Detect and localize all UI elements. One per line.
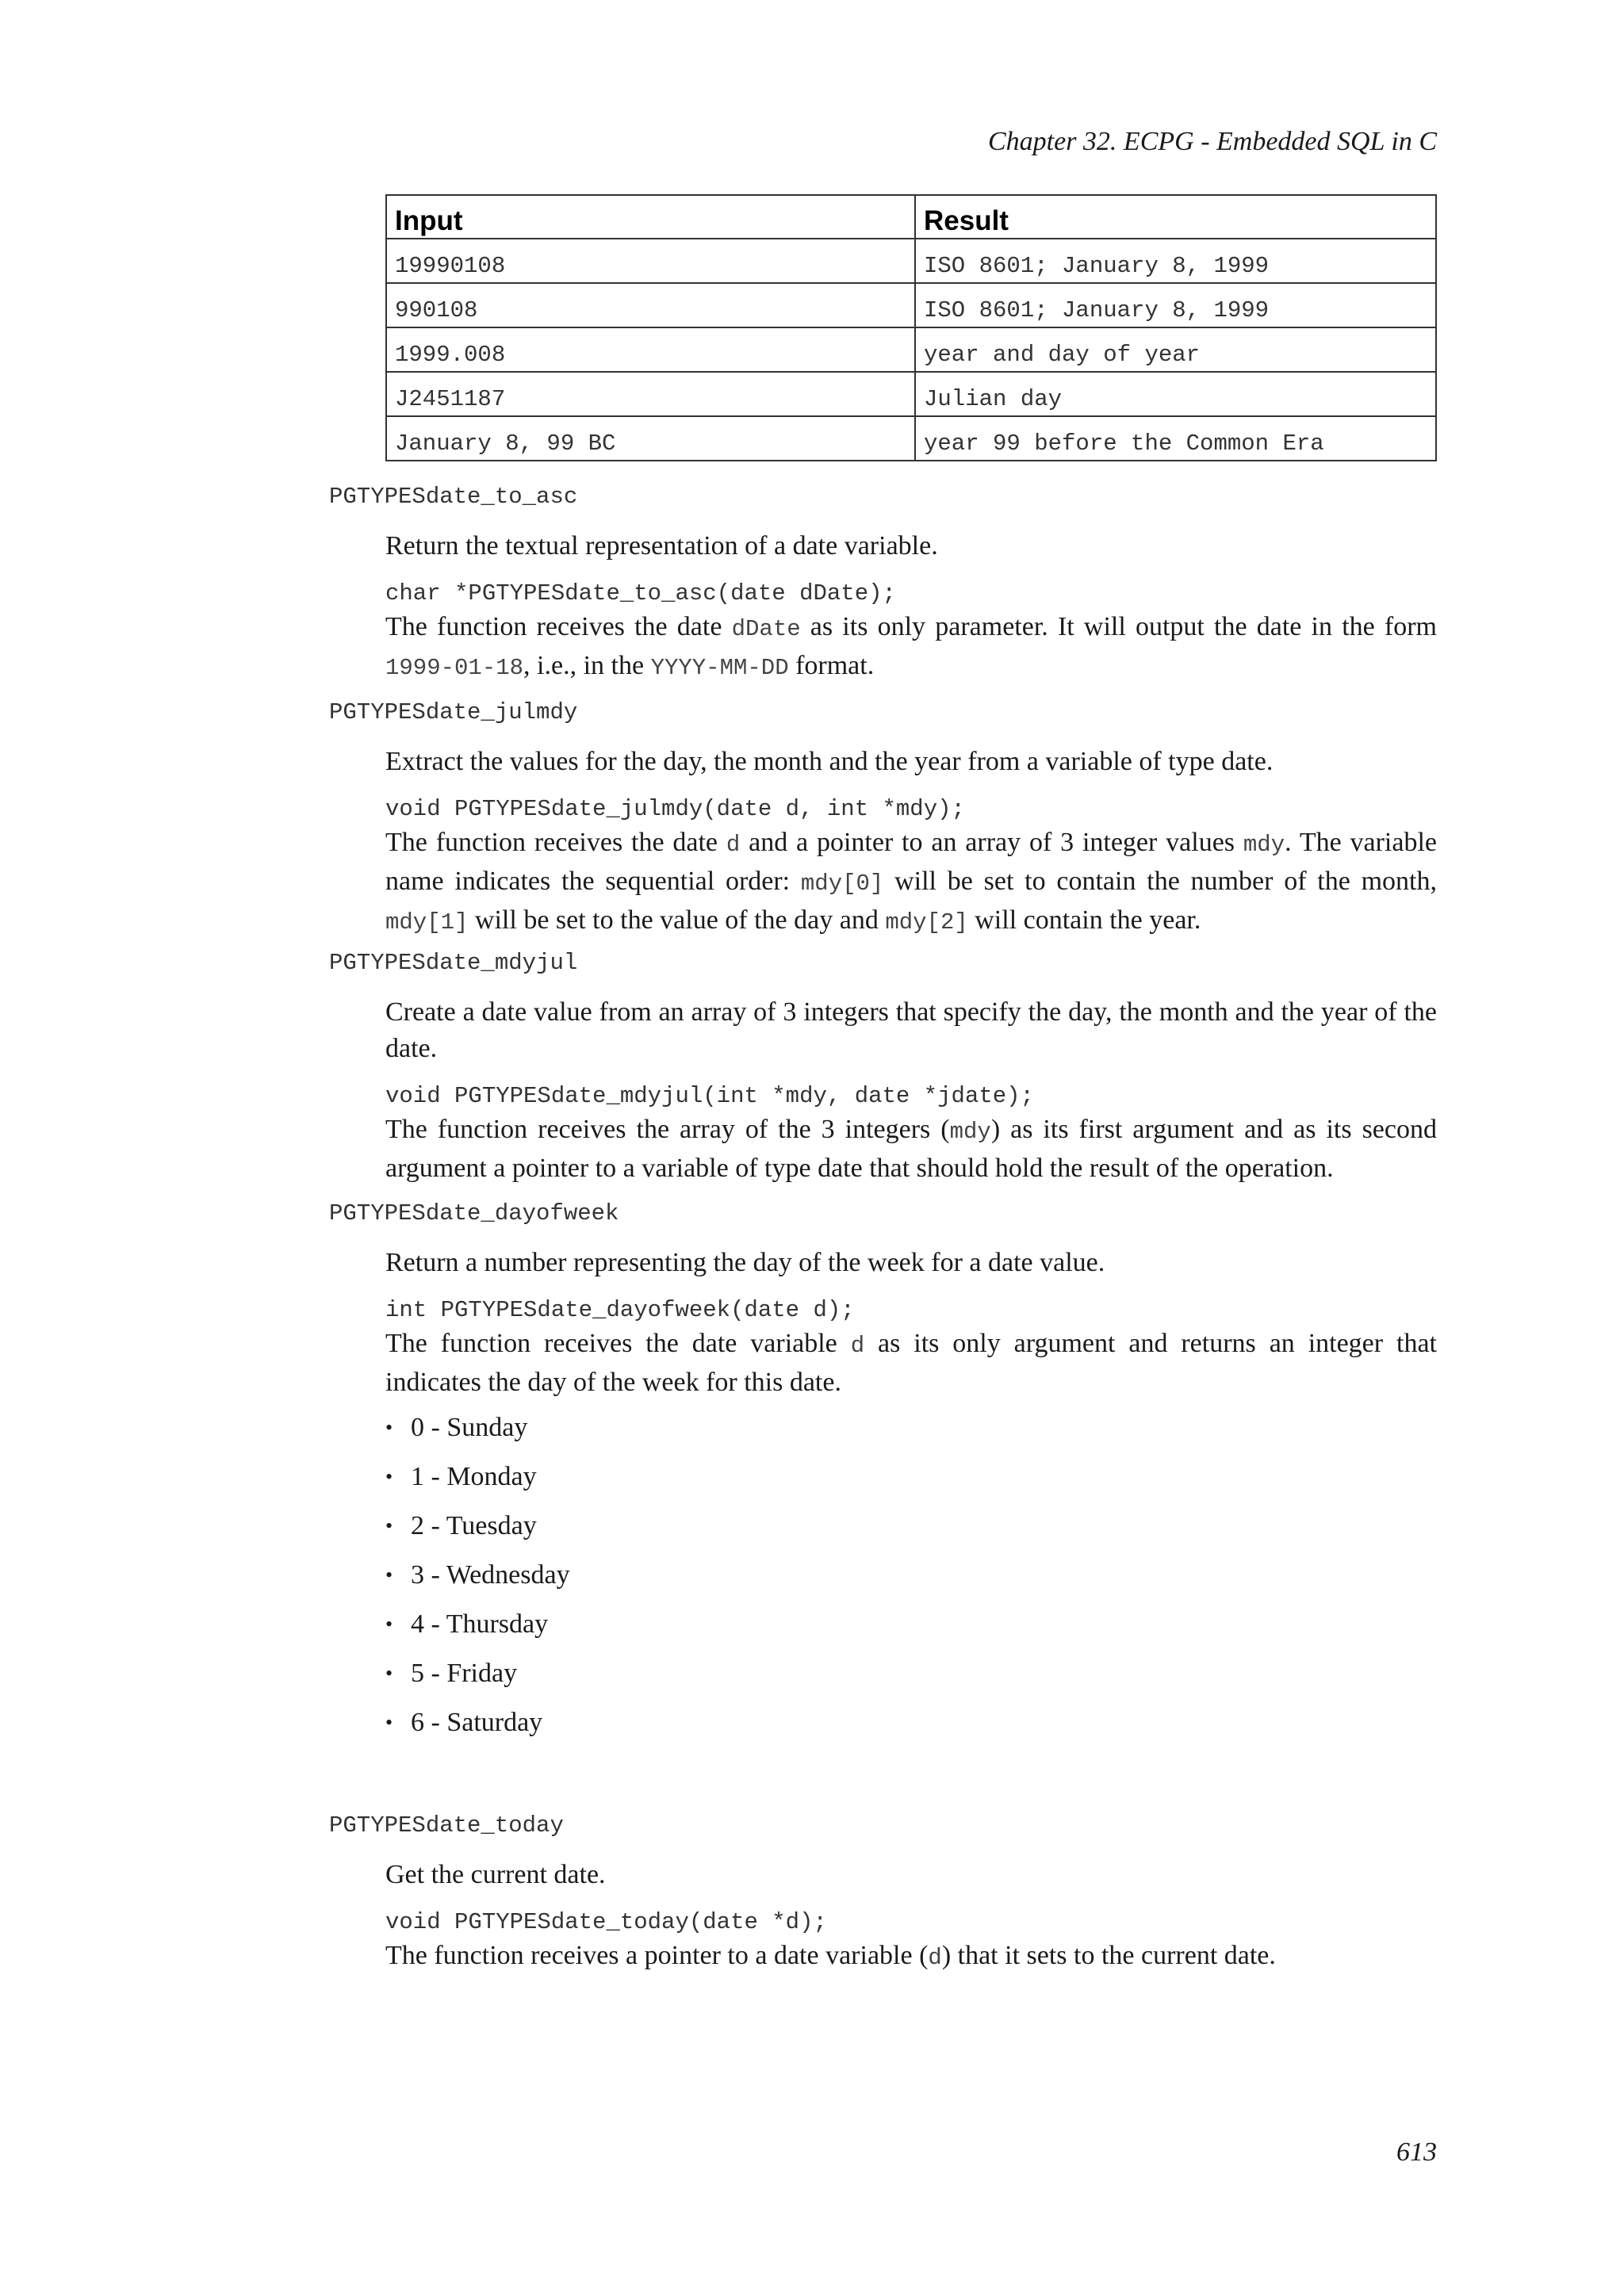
function-signature-to-asc: char *PGTYPESdate_to_asc(date dDate); <box>385 580 896 607</box>
table-cell-result: ISO 8601; January 8, 1999 <box>915 239 1436 283</box>
function-summary-mdyjul: Create a date value from an array of 3 integers that specify the day, the month and the year of the date. <box>385 997 1437 1063</box>
list-item: • 6 - Saturday <box>385 1705 570 1754</box>
function-description-to-asc: The function receives the date dDate as its only parameter. It will output the date in the form 1999-01-18, i.e., in the YYYY-MM-DD format. <box>385 612 1437 681</box>
function-term-julmdy: PGTYPESdate_julmdy <box>329 699 578 725</box>
bullet-icon: • <box>385 1465 393 1488</box>
function-signature-julmdy: void PGTYPESdate_julmdy(date d, int *mdy); <box>385 796 965 822</box>
bullet-icon: • <box>385 1563 393 1586</box>
function-description-dayofweek: The function receives the date variable d as its only argument and returns an integer that indicates the day of the week for this date. <box>385 1329 1437 1397</box>
bullet-icon: • <box>385 1662 393 1685</box>
function-signature-today: void PGTYPESdate_today(date *d); <box>385 1909 827 1935</box>
bullet-icon: • <box>385 1613 393 1636</box>
table-cell-input: 990108 <box>386 283 915 327</box>
table-cell-result: year and day of year <box>915 327 1436 372</box>
list-item: • 1 - Monday <box>385 1459 570 1508</box>
function-term-to-asc: PGTYPESdate_to_asc <box>329 484 578 510</box>
table-cell-input: 19990108 <box>386 239 915 283</box>
bullet-icon: • <box>385 1416 393 1439</box>
table-cell-input: January 8, 99 BC <box>386 416 915 461</box>
function-summary-julmdy: Extract the values for the day, the month and the year from a variable of type date. <box>385 747 1274 776</box>
table-cell-input: J2451187 <box>386 372 915 416</box>
table-row <box>386 239 1436 283</box>
bullet-icon: • <box>385 1711 393 1734</box>
list-item: • 3 - Wednesday <box>385 1557 570 1606</box>
list-item: • 2 - Tuesday <box>385 1508 570 1557</box>
date-input-table <box>385 194 1437 461</box>
function-term-today: PGTYPESdate_today <box>329 1812 564 1839</box>
function-term-mdyjul: PGTYPESdate_mdyjul <box>329 950 578 976</box>
function-signature-dayofweek: int PGTYPESdate_dayofweek(date d); <box>385 1297 855 1323</box>
table-row <box>386 327 1436 372</box>
table-cell-result: ISO 8601; January 8, 1999 <box>915 283 1436 327</box>
list-item: • 0 - Sunday <box>385 1410 570 1459</box>
function-description-mdyjul: The function receives the array of the 3 integers (mdy) as its first argument and as its second argument a pointer to a variable of type date that should hold the result of the operation. <box>385 1115 1437 1183</box>
function-summary-to-asc: Return the textual representation of a date variable. <box>385 531 938 561</box>
function-signature-mdyjul: void PGTYPESdate_mdyjul(int *mdy, date *jdate); <box>385 1083 1034 1109</box>
running-header: Chapter 32. ECPG - Embedded SQL in C <box>987 127 1437 156</box>
function-summary-dayofweek: Return a number representing the day of the week for a date value. <box>385 1248 1105 1277</box>
function-term-dayofweek: PGTYPESdate_dayofweek <box>329 1200 619 1226</box>
table-cell-result: Julian day <box>915 372 1436 416</box>
bullet-icon: • <box>385 1514 393 1537</box>
table-row <box>386 283 1436 327</box>
function-description-today: The function receives a pointer to a date variable (d) that it sets to the current date. <box>385 1941 1276 1971</box>
table-cell-result: year 99 before the Common Era <box>915 416 1436 461</box>
function-description-julmdy: The function receives the date d and a pointer to an array of 3 integer values mdy. The variable name indicates the sequential order: mdy[0] will be set to contain the number of the month, mdy[1] will be set to the value of the day and mdy[2] will contain the year. <box>385 828 1438 936</box>
table-row <box>386 372 1436 416</box>
column-header-input: Input <box>386 195 915 239</box>
weekday-list <box>385 1410 570 1754</box>
list-item: • 5 - Friday <box>385 1655 570 1705</box>
table-row <box>386 416 1436 461</box>
table-header-row <box>386 195 1436 239</box>
table-cell-input: 1999.008 <box>386 327 915 372</box>
function-summary-today: Get the current date. <box>385 1860 606 1889</box>
page-number: 613 <box>1396 2137 1437 2167</box>
list-item: • 4 - Thursday <box>385 1606 570 1655</box>
column-header-result: Result <box>915 195 1436 239</box>
